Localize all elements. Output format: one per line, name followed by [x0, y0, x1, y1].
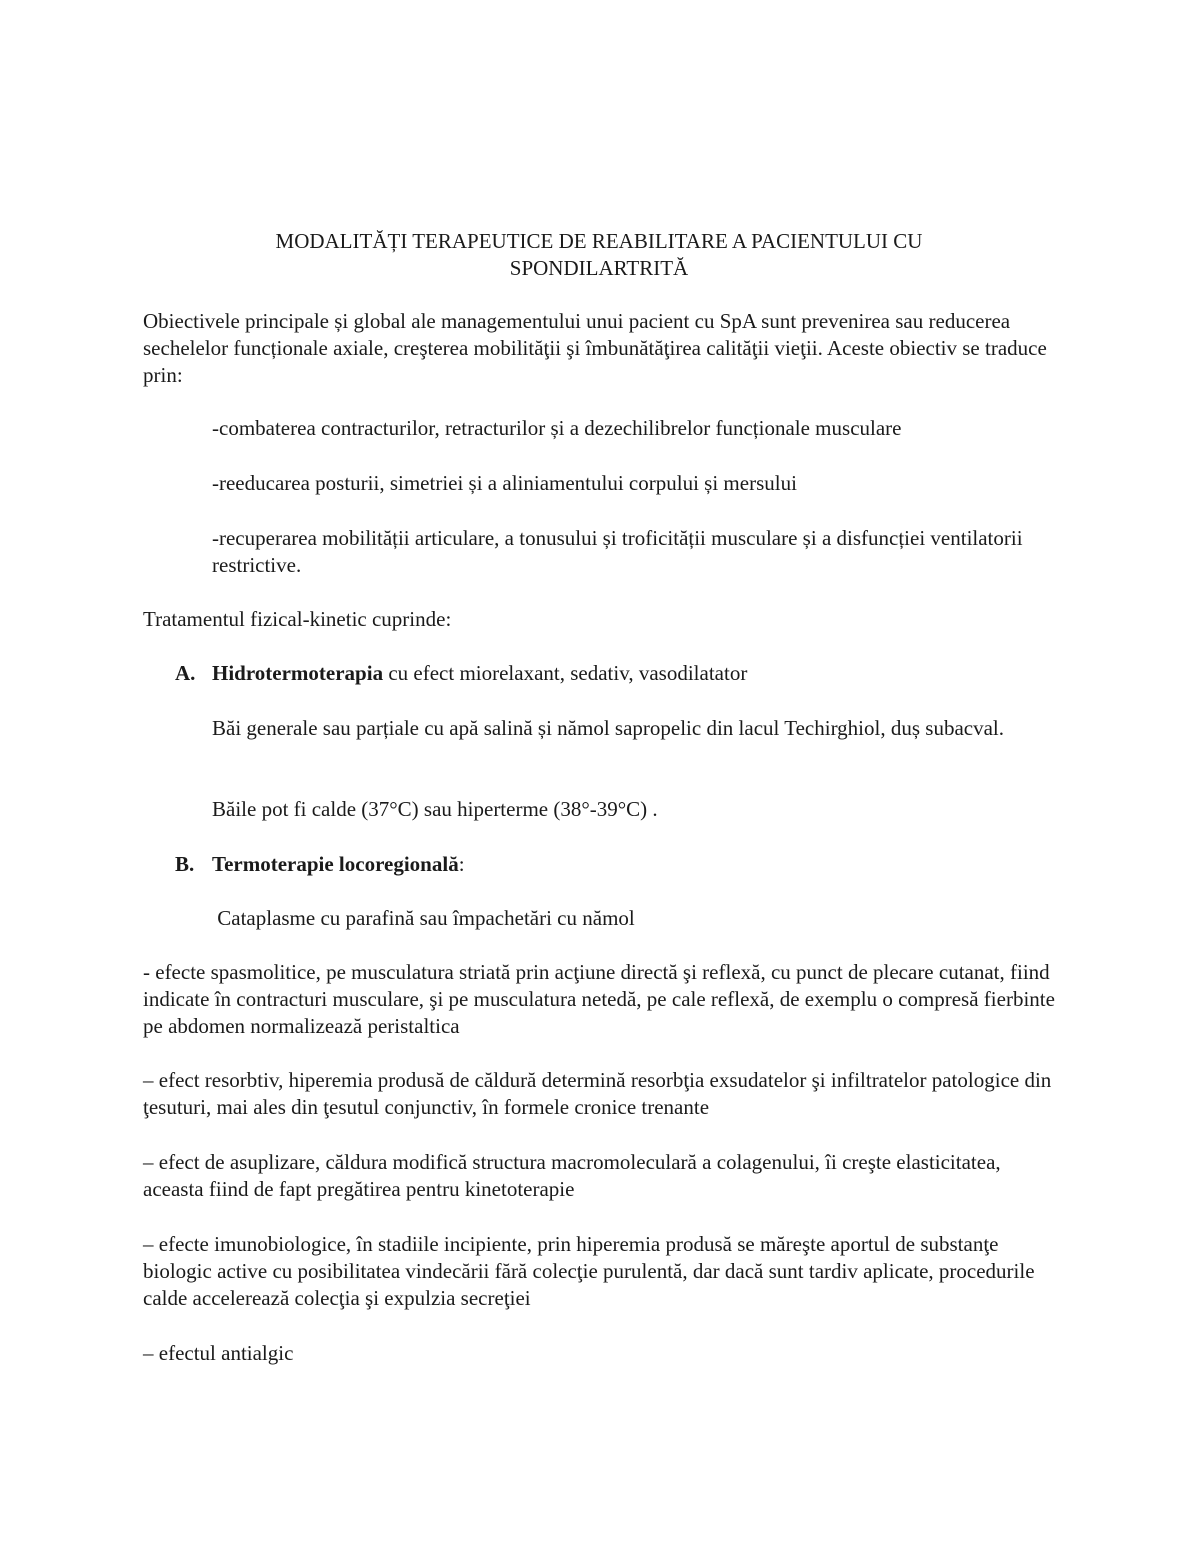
- effect-item: – efecte imunobiologice, în stadiile incipiente, prin hiperemia produsă se măreşte aportul de substanţe biologic active cu posibilitatea vindecării fără colecţie purulentă, dar dacă sunt tardiv aplicate, procedurile calde accelerează colecţia şi expulzia secreţiei: [143, 1232, 1035, 1310]
- objective-item: -reeducarea posturii, simetriei și a aliniamentului corpului și mersului: [212, 471, 797, 495]
- effect-item: - efecte spasmolitice, pe musculatura striată prin acţiune directă şi reflexă, cu punct de plecare cutanat, fiind indicate în contracturi musculare, şi pe musculatura netedă, pe cale reflexă, de exemplu o compresă fierbinte pe abdomen normalizează peristaltica: [143, 960, 1055, 1038]
- effect-item: – efect de asuplizare, căldura modifică structura macromoleculară a colagenului, îi creşte elasticitatea, aceasta fiind de fapt pregătirea pentru kinetoterapie: [143, 1150, 1001, 1201]
- section-a-paragraph: Băi generale sau parțiale cu apă salină și nămol sapropelic din lacul Techirghiol, duș subacval.: [212, 716, 1004, 740]
- title-line-2: SPONDILARTRITĂ: [509, 256, 689, 280]
- section-b-title-rest: :: [458, 852, 465, 876]
- section-a-label: A.: [175, 661, 196, 685]
- section-a-title-rest: cu efect miorelaxant, sedativ, vasodilatator: [383, 661, 748, 685]
- objective-item: -combaterea contracturilor, retracturilor și a dezechilibrelor funcționale musculare: [212, 416, 902, 440]
- section-a-title: Hidrotermoterapia: [212, 661, 384, 685]
- section-b-paragraph: Cataplasme cu parafină sau împachetări cu nămol: [212, 906, 635, 930]
- effect-item: – efectul antialgic: [143, 1341, 294, 1365]
- intro-paragraph: Obiectivele principale și global ale managementului unui pacient cu SpA sunt prevenirea sau reducerea sechelelor funcționale axiale, creşterea mobilităţii şi îmbunătăţirea calităţii vieţii. Aceste obiectiv se traduce prin:: [143, 309, 1047, 387]
- effect-item: – efect resorbtiv, hiperemia produsă de căldură determină resorbţia exsudatelor şi infiltratelor patologice din ţesuturi, mai ales din ţesutul conjunctiv, în formele cronice trenante: [143, 1068, 1052, 1119]
- section-b-label: B.: [175, 852, 195, 876]
- section-b-title: Termoterapie locoregională: [212, 852, 459, 876]
- objective-item: -recuperarea mobilității articulare, a tonusului și troficității musculare și a disfuncției ventilatorii restrictive.: [212, 526, 1023, 577]
- section-b-heading: [175, 851, 1055, 878]
- title-line-1: MODALITĂȚI TERAPEUTICE DE REABILITARE A PACIENTULUI CU: [275, 229, 923, 253]
- section-a-paragraph: Băile pot fi calde (37°C) sau hiperterme (38°-39°C) .: [212, 797, 658, 821]
- document-title: [143, 228, 1055, 282]
- section-a-heading: [175, 660, 1055, 687]
- treatment-intro: Tratamentul fizical-kinetic cuprinde:: [143, 607, 452, 631]
